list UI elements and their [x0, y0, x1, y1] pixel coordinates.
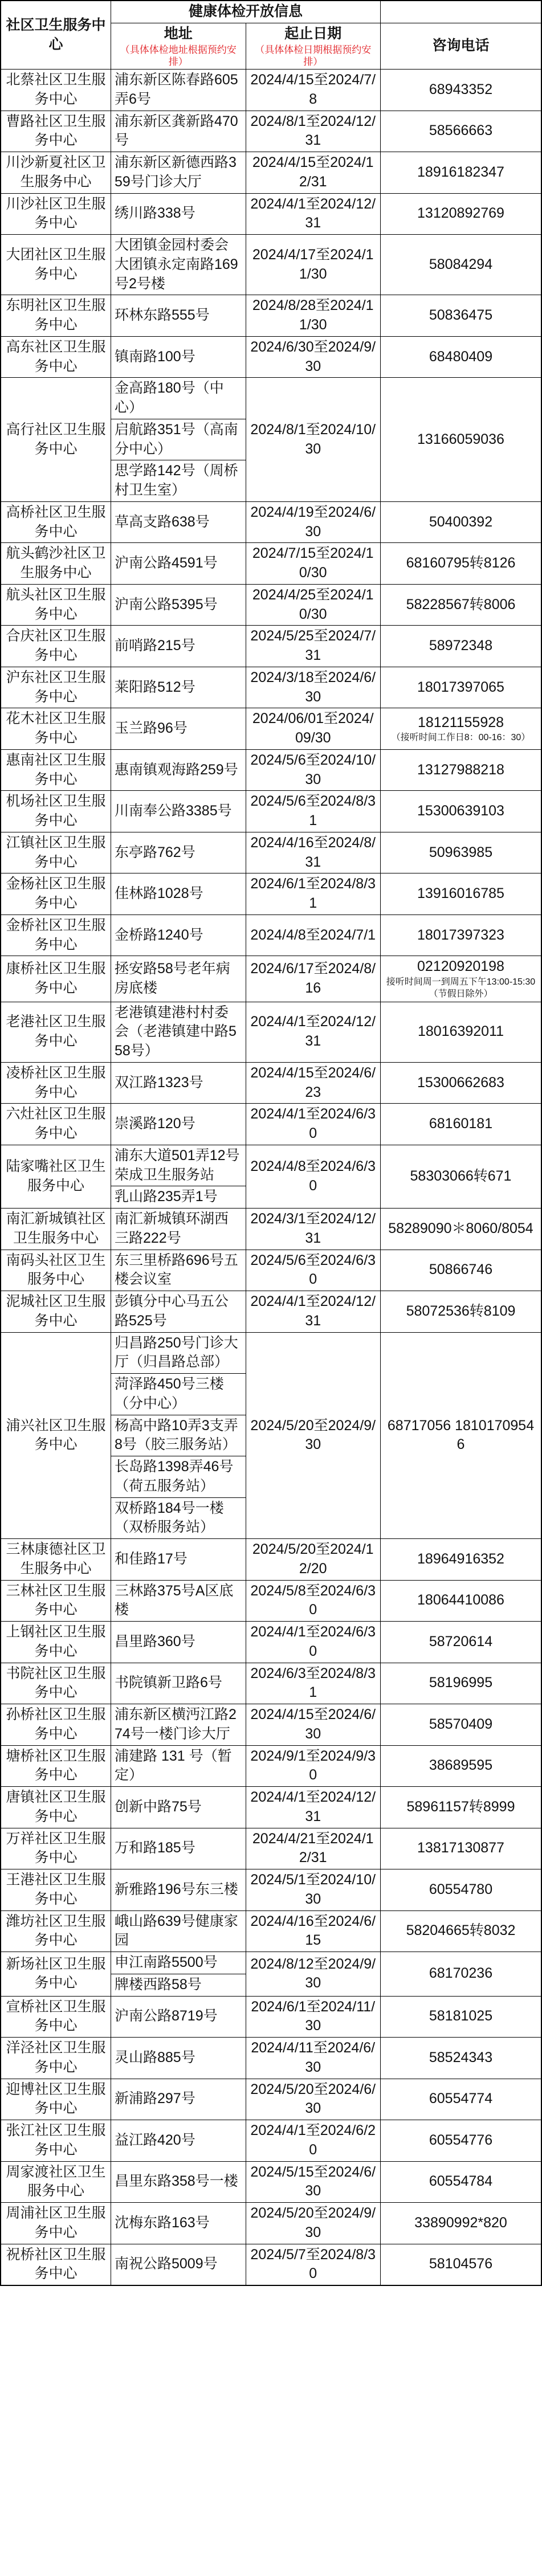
center-name: 江镇社区卫生服务中心 [1, 832, 111, 873]
address-cell: 大团镇金园村委会大团镇永定南路169号2号楼 [111, 235, 246, 295]
center-name: 高桥社区卫生服务中心 [1, 501, 111, 543]
date-range-cell: 2024/5/15至2024/6/30 [246, 2161, 381, 2203]
phone-cell [381, 2120, 542, 2162]
address-cell: 万和路185号 [111, 1828, 246, 1869]
table-row [1, 1996, 541, 2038]
group-title: 健康体检开放信息 [111, 1, 381, 23]
address-cell: 和佳路17号 [111, 1539, 246, 1581]
phone-number: 13817130877 [417, 1840, 504, 1856]
address-cell: 启航路351号（高南分中心） [111, 419, 246, 460]
address-cell: 东亭路762号 [111, 832, 246, 873]
date-range-cell: 2024/8/1至2024/10/30 [246, 378, 381, 502]
phone-cell [381, 1663, 542, 1704]
phone-number: 68160795转8126 [406, 555, 516, 571]
center-name: 万祥社区卫生服务中心 [1, 1828, 111, 1869]
center-name: 康桥社区卫生服务中心 [1, 956, 111, 1002]
address-cell: 浦东大道501弄12号荣成卫生服务站 [111, 1145, 246, 1186]
address-cell: 浦东新区横沔江路274号一楼门诊大厅 [111, 1704, 246, 1746]
phone-cell [381, 1910, 542, 1952]
phone-hours-note: （接听时间工作日8：00-16：30） [391, 733, 531, 743]
date-range-cell: 2024/4/1至2024/12/31 [246, 193, 381, 235]
phone-number: 50400392 [429, 513, 493, 530]
address-cell: 南汇新城镇环湖西三路222号 [111, 1209, 246, 1250]
phone-number: 58972348 [429, 638, 493, 654]
phone-number: 13127988218 [417, 761, 504, 778]
date-range-cell: 2024/06/01至2024/09/30 [246, 708, 381, 750]
center-name: 合庆社区卫生服务中心 [1, 626, 111, 667]
address-cell: 新浦路297号 [111, 2079, 246, 2120]
phone-number: 15300639103 [417, 803, 504, 819]
date-range-cell: 2024/5/20至2024/9/30 [246, 1332, 381, 1539]
date-range-cell: 2024/5/6至2024/8/31 [246, 791, 381, 832]
phone-cell [381, 111, 542, 152]
phone-cell [381, 1291, 542, 1333]
phone-number: 18964916352 [417, 1550, 504, 1567]
center-name: 南汇新城镇社区卫生服务中心 [1, 1209, 111, 1250]
phone-cell [381, 584, 542, 626]
date-range-cell: 2024/4/16至2024/6/15 [246, 1910, 381, 1952]
date-range-cell: 2024/4/1至2024/6/30 [246, 1104, 381, 1145]
phone-cell [381, 873, 542, 915]
address-header-label: 地址 [164, 25, 193, 42]
table-row [1, 1580, 541, 1622]
center-name: 凌桥社区卫生服务中心 [1, 1062, 111, 1104]
phone-cell [381, 956, 542, 1002]
date-range-cell: 2024/5/1至2024/10/30 [246, 1869, 381, 1911]
phone-cell [381, 295, 542, 337]
center-name: 迎博社区卫生服务中心 [1, 2079, 111, 2120]
table-row [1, 832, 541, 873]
date-range-cell: 2024/4/15至2024/7/8 [246, 70, 381, 111]
center-name: 塘桥社区卫生服务中心 [1, 1745, 111, 1787]
center-name: 川沙社区卫生服务中心 [1, 193, 111, 235]
phone-cell [381, 1145, 542, 1208]
date-range-cell: 2024/6/17至2024/8/16 [246, 956, 381, 1002]
address-cell: 书院镇新卫路6号 [111, 1663, 246, 1704]
phone-number: 13120892769 [417, 205, 504, 222]
center-name: 高东社区卫生服务中心 [1, 336, 111, 378]
address-cell: 南祝公路5009号 [111, 2244, 246, 2285]
phone-cell [381, 1580, 542, 1622]
date-range-cell: 2024/7/15至2024/10/30 [246, 543, 381, 585]
phone-number: 68170236 [429, 1965, 493, 1982]
table-row [1, 1332, 541, 1374]
phone-cell [381, 1622, 542, 1663]
date-range-cell: 2024/5/6至2024/6/30 [246, 1250, 381, 1291]
address-cell: 川南奉公路3385号 [111, 791, 246, 832]
date-range-cell: 2024/4/8至2024/6/30 [246, 1145, 381, 1208]
blank-header-cell [381, 1, 542, 23]
address-cell: 双桥路184号一楼（双桥服务站） [111, 1497, 246, 1539]
address-column-header [111, 23, 246, 69]
phone-cell [381, 791, 542, 832]
address-cell: 灵山路885号 [111, 2038, 246, 2079]
phone-number: 18064410086 [417, 1592, 504, 1609]
table-row [1, 667, 541, 708]
table-row [1, 626, 541, 667]
center-column-header: 社区卫生服务中心 [1, 1, 111, 70]
center-name: 金桥社区卫生服务中心 [1, 915, 111, 956]
phone-number: 58228567转8006 [406, 596, 516, 613]
date-column-header [246, 23, 381, 69]
address-cell: 新雅路196号东三楼 [111, 1869, 246, 1911]
center-name: 上钢社区卫生服务中心 [1, 1622, 111, 1663]
phone-number: 02120920198 [417, 958, 504, 975]
phone-cell [381, 626, 542, 667]
address-cell: 益江路420号 [111, 2120, 246, 2162]
phone-number: 60554774 [429, 2091, 493, 2107]
table-row [1, 956, 541, 1002]
phone-number: 58566663 [429, 123, 493, 139]
address-cell: 环林东路555号 [111, 295, 246, 337]
address-cell: 拯安路58号老年病房底楼 [111, 956, 246, 1002]
address-cell: 绣川路338号 [111, 193, 246, 235]
table-row [1, 2079, 541, 2120]
phone-cell [381, 235, 542, 295]
phone-number: 58289090＊8060/8054 [388, 1220, 533, 1236]
center-name: 机场社区卫生服务中心 [1, 791, 111, 832]
address-cell: 沪南公路5395号 [111, 584, 246, 626]
date-range-cell: 2024/8/12至2024/9/30 [246, 1952, 381, 1997]
date-range-cell: 2024/5/8至2024/6/30 [246, 1580, 381, 1622]
phone-cell [381, 193, 542, 235]
center-name: 三林康德社区卫生服务中心 [1, 1539, 111, 1581]
phone-cell [381, 1952, 542, 1997]
center-name: 宣桥社区卫生服务中心 [1, 1996, 111, 2038]
date-range-cell: 2024/6/1至2024/8/31 [246, 873, 381, 915]
phone-cell [381, 1062, 542, 1104]
table-row [1, 1745, 541, 1787]
date-range-cell: 2024/6/30至2024/9/30 [246, 336, 381, 378]
center-name: 书院社区卫生服务中心 [1, 1663, 111, 1704]
phone-number: 58084294 [429, 256, 493, 272]
center-name: 孙桥社区卫生服务中心 [1, 1704, 111, 1746]
table-row [1, 111, 541, 152]
date-range-cell: 2024/5/20至2024/12/20 [246, 1539, 381, 1581]
date-range-cell: 2024/4/25至2024/10/30 [246, 584, 381, 626]
address-cell: 申江南路5500号 [111, 1952, 246, 1974]
center-name: 金杨社区卫生服务中心 [1, 873, 111, 915]
address-cell: 老港镇建港村村委会（老港镇建中路558号） [111, 1002, 246, 1062]
table-row [1, 336, 541, 378]
table-row [1, 1250, 541, 1291]
center-name: 新场社区卫生服务中心 [1, 1952, 111, 1997]
phone-number: 68943352 [429, 81, 493, 97]
table-row [1, 791, 541, 832]
date-range-cell: 2024/4/16至2024/8/31 [246, 832, 381, 873]
address-header-note: （具体体检地址根据预约安排） [120, 44, 237, 67]
phone-cell [381, 1996, 542, 2038]
center-name: 川沙新夏社区卫生服务中心 [1, 152, 111, 194]
table-row [1, 501, 541, 543]
date-range-cell: 2024/4/15至2024/6/30 [246, 1704, 381, 1746]
phone-cell [381, 2079, 542, 2120]
address-cell: 沪南公路4591号 [111, 543, 246, 585]
table-row [1, 378, 541, 419]
phone-number: 60554780 [429, 1881, 493, 1897]
date-range-cell: 2024/5/20至2024/6/30 [246, 2079, 381, 2120]
date-range-cell: 2024/6/3至2024/8/31 [246, 1663, 381, 1704]
phone-cell [381, 1539, 542, 1581]
date-header-label: 起止日期 [284, 25, 342, 42]
table-row [1, 543, 541, 585]
phone-cell [381, 1869, 542, 1911]
phone-number: 33890992*820 [414, 2214, 507, 2231]
phone-cell [381, 501, 542, 543]
phone-number: 58524343 [429, 2049, 493, 2065]
phone-number: 58204665转8032 [406, 1922, 516, 1939]
phone-cell [381, 1104, 542, 1145]
phone-cell [381, 152, 542, 194]
phone-number: 58072536转8109 [406, 1303, 516, 1319]
address-cell: 昌里东路358号一楼 [111, 2161, 246, 2203]
center-name: 六灶社区卫生服务中心 [1, 1104, 111, 1145]
date-range-cell: 2024/3/18至2024/6/30 [246, 667, 381, 708]
center-name: 王港社区卫生服务中心 [1, 1869, 111, 1911]
center-name: 曹路社区卫生服务中心 [1, 111, 111, 152]
address-cell: 浦东新区新德西路359号门诊大厅 [111, 152, 246, 194]
phone-number: 18016392011 [417, 1023, 504, 1040]
phone-cell [381, 1787, 542, 1828]
table-row [1, 1828, 541, 1869]
table-row [1, 1291, 541, 1333]
date-range-cell: 2024/4/11至2024/6/30 [246, 2038, 381, 2079]
table-row [1, 1704, 541, 1746]
address-cell: 金高路180号（中心） [111, 378, 246, 419]
address-cell: 彭镇分中心马五公路525号 [111, 1291, 246, 1333]
phone-cell [381, 378, 542, 502]
address-cell: 双江路1323号 [111, 1062, 246, 1104]
table-row [1, 2161, 541, 2203]
date-range-cell: 2024/9/1至2024/9/30 [246, 1745, 381, 1787]
address-cell: 归昌路250号门诊大厅（归昌路总部） [111, 1332, 246, 1374]
center-name: 高行社区卫生服务中心 [1, 378, 111, 502]
address-cell: 思学路142号（周桥村卫生室） [111, 460, 246, 502]
date-header-note: （具体体检日期根据预约安排） [255, 44, 372, 67]
date-range-cell: 2024/5/25至2024/7/31 [246, 626, 381, 667]
address-cell: 牌楼西路58号 [111, 1974, 246, 1996]
date-range-cell: 2024/3/1至2024/12/31 [246, 1209, 381, 1250]
phone-cell [381, 1002, 542, 1062]
date-range-cell: 2024/4/15至2024/12/31 [246, 152, 381, 194]
date-range-cell: 2024/8/1至2024/12/31 [246, 111, 381, 152]
table-row [1, 749, 541, 791]
phone-number: 58961157转8999 [406, 1798, 515, 1815]
table-row [1, 1663, 541, 1704]
date-range-cell: 2024/4/19至2024/6/30 [246, 501, 381, 543]
phone-cell [381, 543, 542, 585]
phone-cell [381, 1704, 542, 1746]
date-range-cell: 2024/6/1至2024/11/30 [246, 1996, 381, 2038]
date-range-cell: 2024/4/21至2024/12/31 [246, 1828, 381, 1869]
phone-cell [381, 1332, 542, 1539]
phone-number: 58720614 [429, 1633, 493, 1650]
phone-cell [381, 708, 542, 750]
phone-number: 18121155928 [417, 714, 504, 730]
phone-number: 68480409 [429, 348, 493, 365]
address-cell: 长岛路1398弄46号（荷五服务站） [111, 1456, 246, 1498]
center-name: 唐镇社区卫生服务中心 [1, 1787, 111, 1828]
table-row [1, 235, 541, 295]
address-cell: 草高支路638号 [111, 501, 246, 543]
address-cell: 三林路375号A区底楼 [111, 1580, 246, 1622]
phone-number: 18017397323 [417, 926, 504, 943]
center-name: 北蔡社区卫生服务中心 [1, 70, 111, 111]
table-row [1, 1209, 541, 1250]
address-cell: 东三里桥路696号五楼会议室 [111, 1250, 246, 1291]
phone-cell [381, 749, 542, 791]
phone-number: 68160181 [429, 1116, 493, 1132]
center-name: 大团社区卫生服务中心 [1, 235, 111, 295]
table-body [1, 70, 541, 2286]
phone-cell [381, 667, 542, 708]
table-row [1, 1002, 541, 1062]
phone-cell [381, 2203, 542, 2244]
phone-number: 13166059036 [417, 431, 504, 447]
table-row [1, 2244, 541, 2285]
phone-hours-note: 接听时间周一到周五下午13:00-15:30（节假日除外） [386, 977, 536, 999]
center-name: 祝桥社区卫生服务中心 [1, 2244, 111, 2285]
table-row [1, 873, 541, 915]
phone-number: 50836475 [429, 307, 493, 324]
center-name: 南码头社区卫生服务中心 [1, 1250, 111, 1291]
center-name: 泥城社区卫生服务中心 [1, 1291, 111, 1333]
address-cell: 惠南镇观海路259号 [111, 749, 246, 791]
phone-number: 58303066转671 [410, 1168, 512, 1185]
center-name: 浦兴社区卫生服务中心 [1, 1332, 111, 1539]
address-cell: 乳山路235弄1号 [111, 1186, 246, 1209]
address-cell: 前哨路215号 [111, 626, 246, 667]
address-cell: 沪南公路8719号 [111, 1996, 246, 2038]
phone-number: 58570409 [429, 1716, 493, 1732]
table-row [1, 1910, 541, 1952]
address-cell: 浦东新区陈春路605弄6号 [111, 70, 246, 111]
table-row [1, 2038, 541, 2079]
address-cell: 玉兰路96号 [111, 708, 246, 750]
phone-number: 50866746 [429, 1262, 493, 1278]
center-name: 航头鹤沙社区卫生服务中心 [1, 543, 111, 585]
date-range-cell: 2024/4/1至2024/12/31 [246, 1002, 381, 1062]
address-cell: 佳林路1028号 [111, 873, 246, 915]
date-range-cell: 2024/5/6至2024/10/30 [246, 749, 381, 791]
center-name: 惠南社区卫生服务中心 [1, 749, 111, 791]
table-row [1, 295, 541, 337]
phone-cell [381, 1250, 542, 1291]
table-row [1, 2203, 541, 2244]
phone-column-header: 咨询电话 [381, 23, 542, 69]
address-cell: 杨高中路10弄3支弄8号（胶三服务站） [111, 1415, 246, 1456]
table-row [1, 2120, 541, 2162]
address-cell: 莱阳路512号 [111, 667, 246, 708]
phone-number: 13916016785 [417, 885, 504, 902]
phone-cell [381, 2038, 542, 2079]
phone-number: 68717056 18101709546 [387, 1417, 535, 1453]
address-cell: 浦建路 131 号（暂定） [111, 1745, 246, 1787]
center-name: 潍坊社区卫生服务中心 [1, 1910, 111, 1952]
center-name: 周家渡社区卫生服务中心 [1, 2161, 111, 2203]
center-name: 花木社区卫生服务中心 [1, 708, 111, 750]
date-range-cell: 2024/8/28至2024/11/30 [246, 295, 381, 337]
center-name: 张江社区卫生服务中心 [1, 2120, 111, 2162]
date-range-cell: 2024/4/1至2024/6/30 [246, 1622, 381, 1663]
table-row [1, 193, 541, 235]
table-row [1, 1869, 541, 1911]
table-row [1, 152, 541, 194]
phone-number: 60554776 [429, 2132, 493, 2148]
phone-number: 60554784 [429, 2173, 493, 2190]
phone-number: 15300662683 [417, 1074, 504, 1091]
date-range-cell: 2024/4/1至2024/12/31 [246, 1291, 381, 1333]
table-row [1, 584, 541, 626]
table-row [1, 708, 541, 750]
table-row [1, 1622, 541, 1663]
phone-number: 18916182347 [417, 164, 504, 180]
date-range-cell: 2024/5/20至2024/9/30 [246, 2203, 381, 2244]
address-cell: 峨山路639号健康家园 [111, 1910, 246, 1952]
table-row [1, 1062, 541, 1104]
table-row [1, 1952, 541, 1974]
table-row [1, 1539, 541, 1581]
address-cell: 创新中路75号 [111, 1787, 246, 1828]
date-range-cell: 2024/4/15至2024/6/23 [246, 1062, 381, 1104]
address-cell: 镇南路100号 [111, 336, 246, 378]
table-row [1, 1104, 541, 1145]
phone-number: 58104576 [429, 2256, 493, 2272]
table-row [1, 1145, 541, 1186]
date-range-cell: 2024/4/1至2024/6/20 [246, 2120, 381, 2162]
phone-cell [381, 832, 542, 873]
table-row [1, 70, 541, 111]
date-range-cell: 2024/4/17至2024/11/30 [246, 235, 381, 295]
center-name: 周浦社区卫生服务中心 [1, 2203, 111, 2244]
address-cell: 沈梅东路163号 [111, 2203, 246, 2244]
phone-cell [381, 2161, 542, 2203]
center-name: 洋泾社区卫生服务中心 [1, 2038, 111, 2079]
phone-cell [381, 1745, 542, 1787]
phone-number: 18017397065 [417, 679, 504, 695]
phone-number: 58181025 [429, 2008, 493, 2024]
address-cell: 崇溪路120号 [111, 1104, 246, 1145]
phone-cell [381, 1209, 542, 1250]
date-range-cell: 2024/5/7至2024/8/30 [246, 2244, 381, 2285]
date-range-cell: 2024/4/1至2024/12/31 [246, 1787, 381, 1828]
center-name: 沪东社区卫生服务中心 [1, 667, 111, 708]
phone-cell [381, 336, 542, 378]
center-name: 老港社区卫生服务中心 [1, 1002, 111, 1062]
table-row [1, 915, 541, 956]
table-row [1, 1787, 541, 1828]
address-cell: 金桥路1240号 [111, 915, 246, 956]
phone-number: 38689595 [429, 1757, 493, 1774]
center-name: 东明社区卫生服务中心 [1, 295, 111, 337]
address-cell: 菏泽路450号三楼（分中心） [111, 1374, 246, 1415]
phone-number: 50963985 [429, 844, 493, 860]
phone-cell [381, 2244, 542, 2285]
center-name: 陆家嘴社区卫生服务中心 [1, 1145, 111, 1208]
header-row-top [1, 1, 541, 23]
phone-cell [381, 915, 542, 956]
center-name: 航头社区卫生服务中心 [1, 584, 111, 626]
phone-cell [381, 70, 542, 111]
phone-number: 58196995 [429, 1675, 493, 1691]
center-name: 三林社区卫生服务中心 [1, 1580, 111, 1622]
address-cell: 浦东新区龚新路470号 [111, 111, 246, 152]
address-cell: 昌里路360号 [111, 1622, 246, 1663]
date-range-cell: 2024/4/8至2024/7/1 [246, 915, 381, 956]
phone-cell [381, 1828, 542, 1869]
